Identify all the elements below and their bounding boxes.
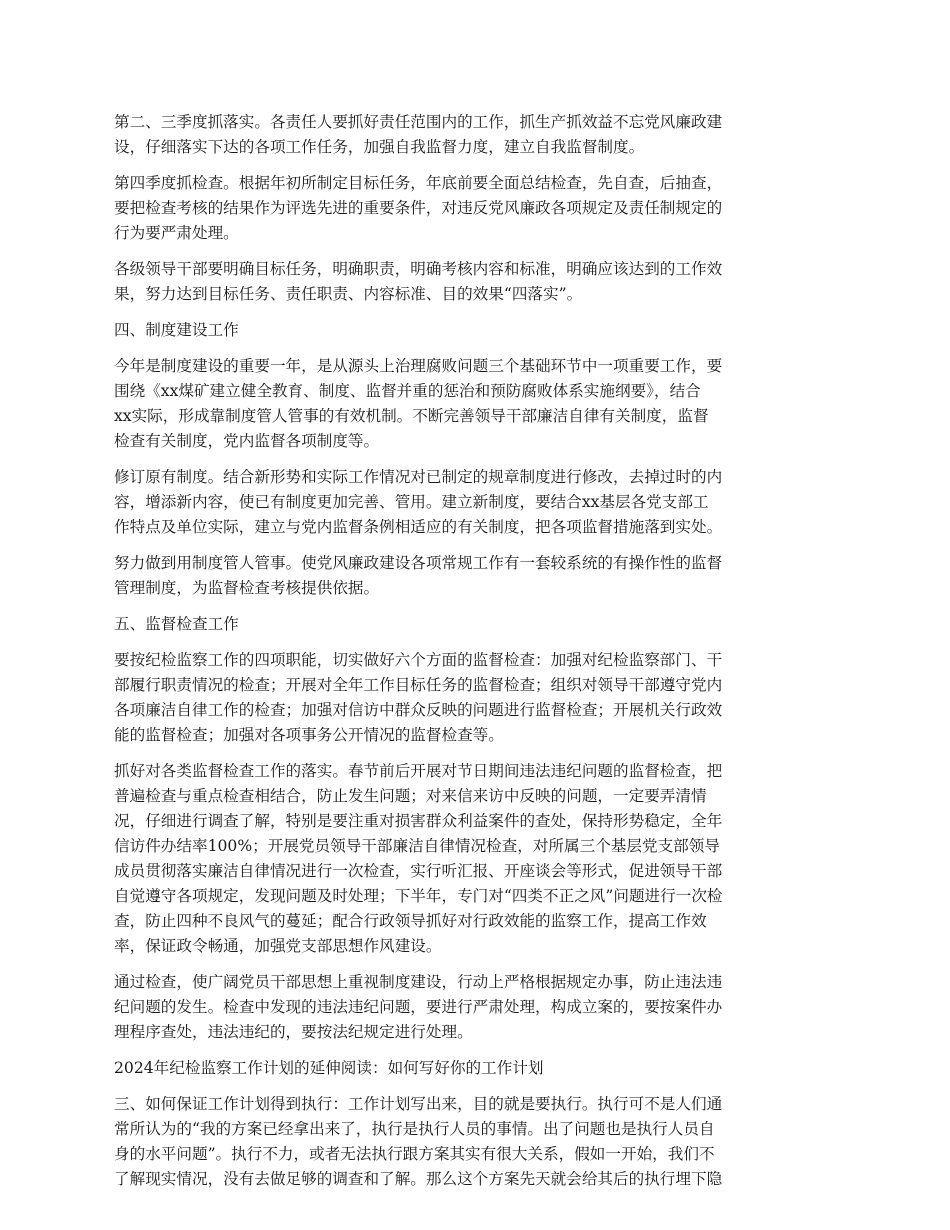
section-heading-supervision: 五、监督检查工作: [114, 615, 239, 633]
paragraph-four-functions: 要按纪检监察工作的四项职能，切实做好六个方面的监督检查：加强对纪检监察部门、干 部履行职责情况的检查；开展对全年工作目标任务的监督检查；组织对领导干部遵守党内 各项廉洁自律工作的检查；加强对信访中群众反映的问题进行监督检查；开展机关行政效 能的监督检查；加强对各项事务公开情况的监督检查等。: [114, 651, 723, 744]
paragraph-implementation: 抓好对各类监督检查工作的落实。春节前后开展对节日期间违法违纪问题的监督检查，把 普遍检查与重点检查相结合，防止发生问题；对来信来访中反映的问题，一定要弄清情 况，仔细进行调查了解，特别是要注重对损害群众利益案件的查处，保持形势稳定，全年 信访件办结率100%；开展党员领导干部廉洁自律情况检查，对所属三个基层党支部领导 成员贯彻落实廉洁自律情况进行一次检查，实行听汇报、开座谈会等形式，促进领导干部 自觉遵守各项规定，发现问题及时处理；下半年，专门对“四类不正之风”问题进行一次检 查，防止四种不良风气的蔓延；配合行政领导抓好对行政效能的监察工作，提高工作效 率，保证政令畅通，加强党支部思想作风建设。: [114, 762, 723, 955]
paragraph-revise-system: 修订原有制度。结合新形势和实际工作情况对已制定的规章制度进行修改，去掉过时的内 容，增添新内容，使已有制度更加完善、管用。建立新制度，要结合xx基层各党支部工 作特点及单位实际，建立与党内监督条例相适应的有关制度，把各项监督措施落到实处。: [114, 468, 723, 536]
document-body: [114, 110, 841, 1203]
section-heading-system-building: 四、制度建设工作: [114, 321, 239, 339]
paragraph-leaders: 各级领导干部要明确目标任务，明确职责，明确考核内容和标准，明确应该达到的工作效 果，努力达到目标任务、责任职责、内容标准、目的效果“四落实”。: [114, 260, 723, 303]
paragraph-q4: 第四季度抓检查。根据年初所制定目标任务，年底前要全面总结检查，先自查，后抽查， 要把检查考核的结果作为评选先进的重要条件，对违反党风廉政各项规定及责任制规定的 行为要严肃处理。: [114, 174, 723, 242]
paragraph-system-year: 今年是制度建设的重要一年，是从源头上治理腐败问题三个基础环节中一项重要工作，要 围绕《xx煤矿建立健全教育、制度、监督并重的惩治和预防腐败体系实施纲要》，结合 xx实际，形成靠制度管人管事的有效机制。不断完善领导干部廉洁自律有关制度，监督 检查有关制度，党内监督各项制度等。: [114, 357, 723, 450]
paragraph-manage-by-system: 努力做到用制度管人管事。使党风廉政建设各项常规工作有一套较系统的有操作性的监督 管理制度，为监督检查考核提供依据。: [114, 554, 723, 597]
paragraph-q2-q3: 第二、三季度抓落实。各责任人要抓好责任范围内的工作，抓生产抓效益不忘党风廉政建 设，仔细落实下达的各项工作任务，加强自我监督力度，建立自我监督制度。: [114, 113, 723, 156]
paragraph-execution: 三、如何保证工作计划得到执行：工作计划写出来，目的就是要执行。执行可不是人们通 常所认为的“我的方案已经拿出来了，执行是执行人员的事情。出了问题也是执行人员自 身的水平问题”。执行不力，或者无法执行跟方案其实有很大关系，假如一开始，我们不 了解现实情况，没有去做足够的调查和了解。那么这个方案先天就会给其后的执行埋下隐: [114, 1095, 723, 1188]
paragraph-through-inspection: 通过检查，使广阔党员干部思想上重视制度建设，行动上严格根据规定办事，防止违法违 纪问题的发生。检查中发现的违法违纪问题，要进行严肃处理，构成立案的，要按案件办 理程序查处，违法违纪的，要按法纪规定进行处理。: [114, 973, 723, 1041]
extended-reading-heading: 2024年纪检监察工作计划的延伸阅读：如何写好你的工作计划: [114, 1059, 544, 1077]
